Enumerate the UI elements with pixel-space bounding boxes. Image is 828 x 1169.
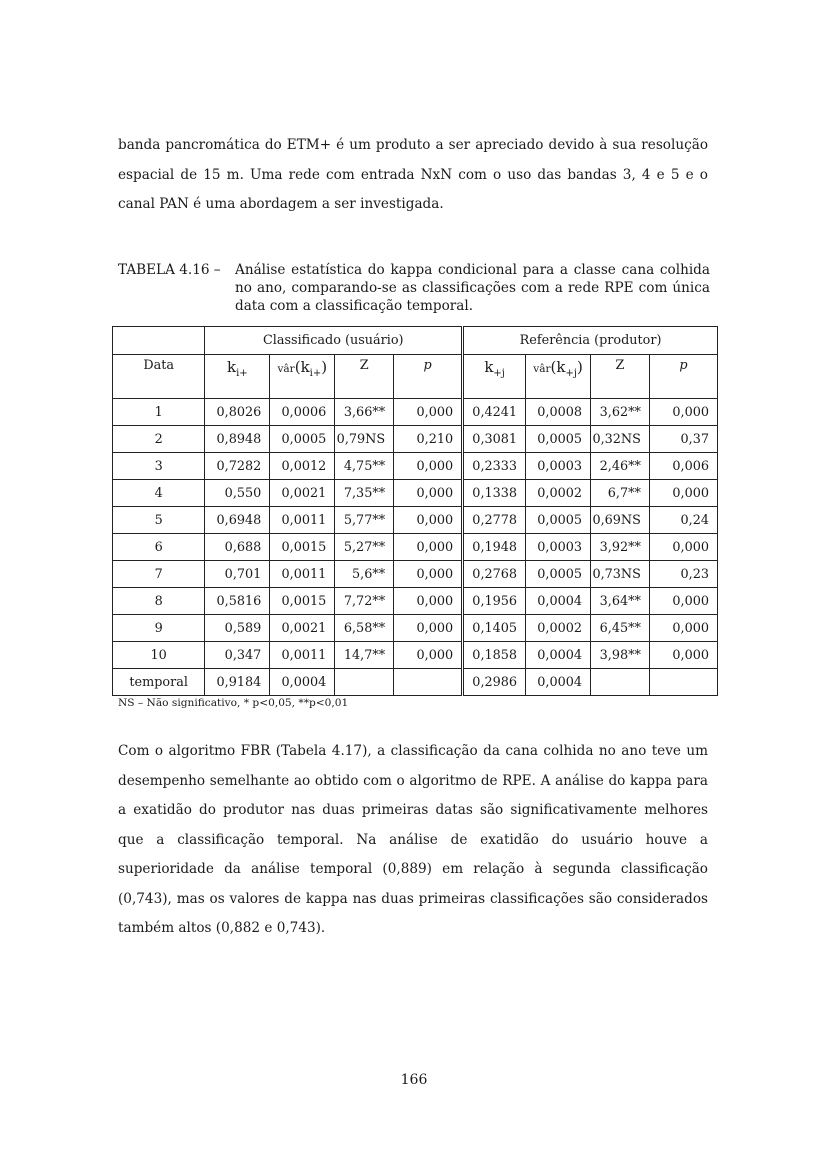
cell-k-producer: 0,2768 (463, 561, 526, 588)
table-row (113, 426, 718, 453)
header-blank (113, 327, 205, 355)
cell-var-producer: 0,0004 (526, 588, 591, 615)
cell-var-user: 0,0021 (270, 615, 335, 642)
cell-data: 4 (113, 480, 205, 507)
table-row (113, 669, 718, 696)
header-producer-group: Referência (produtor) (463, 327, 718, 355)
cell-data: 8 (113, 588, 205, 615)
table-body (113, 399, 718, 696)
cell-var-user: 0,0015 (270, 588, 335, 615)
cell-var-user: 0,0004 (270, 669, 335, 696)
cell-z-user: 5,77** (335, 507, 394, 534)
table-row (113, 453, 718, 480)
cell-p-user: 0,000 (394, 642, 463, 669)
cell-p-user: 0,000 (394, 588, 463, 615)
cell-z-producer: 3,64** (591, 588, 650, 615)
table-row (113, 588, 718, 615)
cell-z-user: 3,66** (335, 399, 394, 426)
cell-k-user: 0,688 (205, 534, 270, 561)
cell-var-producer: 0,0002 (526, 480, 591, 507)
table-row (113, 534, 718, 561)
kappa-table (112, 326, 718, 696)
cell-p-user: 0,000 (394, 534, 463, 561)
table-row (113, 642, 718, 669)
discussion-paragraph: Com o algoritmo FBR (Tabela 4.17), a classificação da cana colhida no ano teve um desempenho semelhante ao obtido com o algoritmo de RPE. A análise do kappa para a exatidão do produtor nas duas primeiras datas são significativamente melhores que a classificação temporal. Na análise de exatidão do usuário houve a superioridade da análise temporal (0,889) em relação à segunda classificação (0,743), mas os valores de kappa nas duas primeiras classificações são considerados também altos (0,882 e 0,743). (118, 743, 708, 936)
intro-paragraph: banda pancromática do ETM+ é um produto a ser apreciado devido à sua resolução espacial de 15 m. Uma rede com entrada NxN com o uso das bandas 3, 4 e 5 e o canal PAN é uma abordagem a ser investigada. (118, 137, 708, 212)
cell-p-user: 0,000 (394, 399, 463, 426)
table-row (113, 507, 718, 534)
cell-z-producer (591, 669, 650, 696)
cell-z-user: 5,27** (335, 534, 394, 561)
cell-var-producer: 0,0002 (526, 615, 591, 642)
page-number: 166 (400, 1072, 428, 1088)
cell-p-producer: 0,24 (649, 507, 717, 534)
cell-p-user: 0,000 (394, 615, 463, 642)
cell-k-producer: 0,1858 (463, 642, 526, 669)
cell-z-producer: 2,46** (591, 453, 650, 480)
cell-var-user: 0,0015 (270, 534, 335, 561)
cell-var-producer: 0,0005 (526, 426, 591, 453)
cell-z-user: 0,79NS (335, 426, 394, 453)
cell-p-producer: 0,000 (649, 615, 717, 642)
cell-p-user: 0,210 (394, 426, 463, 453)
cell-k-producer: 0,4241 (463, 399, 526, 426)
cell-var-user: 0,0005 (270, 426, 335, 453)
table-note: NS – Não significativo, * p<0,05, **p<0,01 (118, 697, 349, 709)
cell-k-producer: 0,1405 (463, 615, 526, 642)
cell-p-producer: 0,000 (649, 588, 717, 615)
cell-k-producer: 0,1338 (463, 480, 526, 507)
cell-data: temporal (113, 669, 205, 696)
cell-var-producer: 0,0003 (526, 453, 591, 480)
cell-var-user: 0,0012 (270, 453, 335, 480)
cell-z-producer: 6,7** (591, 480, 650, 507)
header-k-producer: ^ $k_{+j}$ (463, 355, 526, 399)
cell-var-producer: 0,0005 (526, 561, 591, 588)
cell-k-user: 0,7282 (205, 453, 270, 480)
cell-k-user: 0,6948 (205, 507, 270, 534)
cell-var-user: 0,0006 (270, 399, 335, 426)
cell-k-producer: 0,3081 (463, 426, 526, 453)
cell-k-user: 0,5816 (205, 588, 270, 615)
table-row (113, 561, 718, 588)
table-caption (118, 261, 710, 314)
cell-z-producer: 0,73NS (591, 561, 650, 588)
cell-z-user: 14,7** (335, 642, 394, 669)
cell-k-user: 0,8948 (205, 426, 270, 453)
header-var-producer: vâr(^ $k_{+j}$) (526, 355, 591, 399)
cell-var-user: 0,0021 (270, 480, 335, 507)
cell-p-user (394, 669, 463, 696)
header-p-user: p (394, 355, 463, 399)
cell-p-user: 0,000 (394, 561, 463, 588)
cell-p-producer: 0,000 (649, 642, 717, 669)
cell-p-producer: 0,000 (649, 534, 717, 561)
cell-z-user: 7,35** (335, 480, 394, 507)
cell-var-producer: 0,0003 (526, 534, 591, 561)
cell-k-user: 0,8026 (205, 399, 270, 426)
cell-k-user: 0,550 (205, 480, 270, 507)
header-user-group: Classificado (usuário) (205, 327, 463, 355)
cell-k-producer: 0,2986 (463, 669, 526, 696)
cell-data: 3 (113, 453, 205, 480)
table-caption-label: TABELA 4.16 – (118, 262, 221, 278)
cell-var-producer: 0,0004 (526, 642, 591, 669)
cell-p-producer (649, 669, 717, 696)
header-var-user: vâr(^ $k_{i+}$) (270, 355, 335, 399)
cell-z-user: 5,6** (335, 561, 394, 588)
header-k-user: ^ $k_{i+}$ (205, 355, 270, 399)
cell-p-user: 0,000 (394, 453, 463, 480)
header-z-producer: Z (591, 355, 650, 399)
cell-z-user (335, 669, 394, 696)
cell-z-producer: 0,32NS (591, 426, 650, 453)
cell-p-producer: 0,006 (649, 453, 717, 480)
table-caption-text: Análise estatística do kappa condicional para a classe cana colhida no ano, comparando-se as classificações com a rede RPE com única data com a classificação temporal. (235, 262, 710, 314)
cell-k-user: 0,589 (205, 615, 270, 642)
cell-p-producer: 0,37 (649, 426, 717, 453)
table-row (113, 480, 718, 507)
cell-data: 10 (113, 642, 205, 669)
cell-p-user: 0,000 (394, 480, 463, 507)
cell-z-producer: 3,62** (591, 399, 650, 426)
cell-z-producer: 3,98** (591, 642, 650, 669)
cell-var-producer: 0,0005 (526, 507, 591, 534)
cell-var-user: 0,0011 (270, 642, 335, 669)
cell-z-user: 6,58** (335, 615, 394, 642)
cell-data: 1 (113, 399, 205, 426)
cell-data: 6 (113, 534, 205, 561)
cell-p-producer: 0,000 (649, 480, 717, 507)
cell-z-user: 4,75** (335, 453, 394, 480)
cell-p-user: 0,000 (394, 507, 463, 534)
cell-data: 5 (113, 507, 205, 534)
cell-z-user: 7,72** (335, 588, 394, 615)
cell-p-producer: 0,000 (649, 399, 717, 426)
cell-k-producer: 0,2333 (463, 453, 526, 480)
cell-k-user: 0,9184 (205, 669, 270, 696)
cell-p-producer: 0,23 (649, 561, 717, 588)
header-data: Data (113, 355, 205, 399)
cell-k-producer: 0,1948 (463, 534, 526, 561)
cell-z-producer: 3,92** (591, 534, 650, 561)
cell-var-user: 0,0011 (270, 561, 335, 588)
cell-var-producer: 0,0008 (526, 399, 591, 426)
cell-z-producer: 6,45** (591, 615, 650, 642)
cell-var-user: 0,0011 (270, 507, 335, 534)
cell-k-producer: 0,2778 (463, 507, 526, 534)
table-row (113, 399, 718, 426)
table-row (113, 615, 718, 642)
cell-data: 2 (113, 426, 205, 453)
cell-z-producer: 0,69NS (591, 507, 650, 534)
cell-data: 9 (113, 615, 205, 642)
cell-k-user: 0,347 (205, 642, 270, 669)
cell-data: 7 (113, 561, 205, 588)
header-z-user: Z (335, 355, 394, 399)
cell-k-user: 0,701 (205, 561, 270, 588)
cell-k-producer: 0,1956 (463, 588, 526, 615)
header-p-producer: p (649, 355, 717, 399)
cell-var-producer: 0,0004 (526, 669, 591, 696)
